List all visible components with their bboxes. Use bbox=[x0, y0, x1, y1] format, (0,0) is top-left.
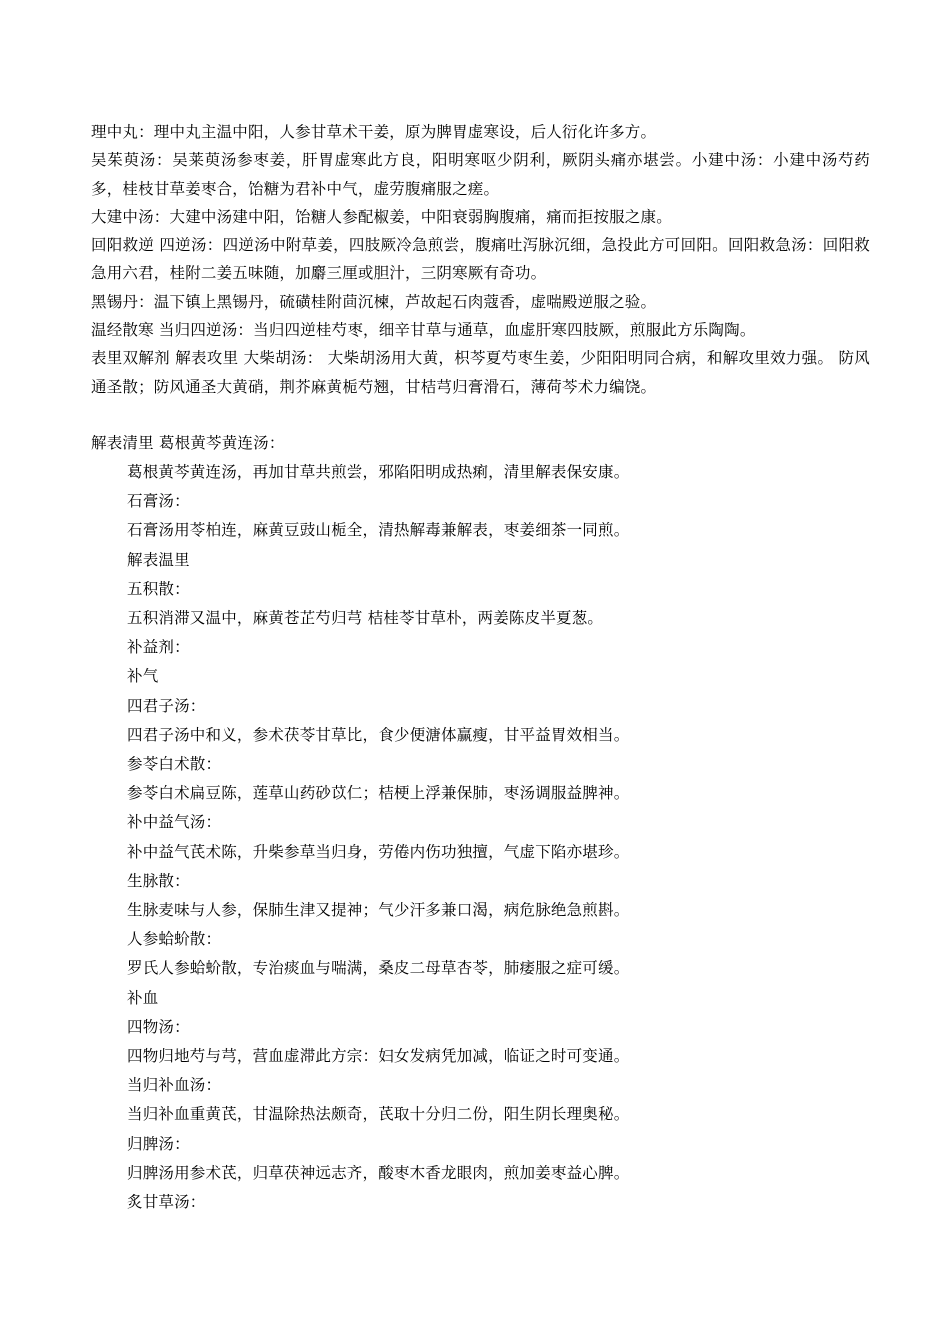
section-heading: 解表清里 葛根黄芩黄连汤： bbox=[91, 433, 285, 452]
text-line: 罗氏人参蛤蚧散，专治痰血与喘满，桑皮二母草杏苓，肺痿服之症可缓。 bbox=[127, 959, 630, 978]
text-line: 当归补血重黄芪，甘温除热法颇奇，芪取十分归二份，阳生阴长理奥秘。 bbox=[127, 1105, 630, 1124]
text-line: 葛根黄芩黄连汤，再加甘草共煎尝，邪陷阳明成热痢，清里解表保安康。 bbox=[127, 462, 630, 481]
text-line: 生脉麦味与人参，保肺生津又提神；气少汗多兼口渴，病危脉绝急煎斟。 bbox=[127, 901, 630, 920]
paragraph-sinitang: 回阳救逆 四逆汤：四逆汤中附草姜，四肢厥冷急煎尝，腹痛吐泻脉沉细，急投此方可回阳。回阳救急汤：回阳救急用六君，桂附二姜五味随，加麝三厘或胆汁，三阴寒厥有奇功。 bbox=[91, 236, 870, 283]
text-line: 当归补血汤： bbox=[127, 1076, 222, 1095]
text-line: 归脾汤用参术芪，归草茯神远志齐，酸枣木香龙眼肉，煎加姜枣益心脾。 bbox=[127, 1163, 630, 1182]
text-line: 四君子汤： bbox=[127, 696, 206, 715]
paragraph-heixidan: 黑锡丹：温下镇上黑锡丹，硫磺桂附茴沉楝，芦故起石肉蔻香，虚喘殿逆服之验。 bbox=[91, 292, 657, 311]
text-line: 石膏汤用苓柏连，麻黄豆豉山栀全，清热解毒兼解表，枣姜细茶一同煎。 bbox=[127, 521, 630, 540]
text-line: 五积散： bbox=[127, 579, 190, 598]
paragraph-dajianzhongtang: 大建中汤：大建中汤建中阳，饴糖人参配椒姜，中阳衰弱胸腹痛，痛而拒按服之康。 bbox=[91, 207, 672, 226]
text-line: 石膏汤： bbox=[127, 492, 190, 511]
paragraph-dangguisinitang: 温经散寒 当归四逆汤：当归四逆桂芍枣，细辛甘草与通草，血虚肝寒四肢厥，煎服此方乐陶陶。 bbox=[91, 321, 756, 340]
text-line: 四物归地芍与芎，营血虚滞此方宗：妇女发病凭加减，临证之时可变通。 bbox=[127, 1047, 630, 1066]
text-line: 补血 bbox=[127, 988, 159, 1007]
text-line: 补中益气汤： bbox=[127, 813, 222, 832]
text-line: 补益剂： bbox=[127, 638, 190, 657]
text-line: 参苓白术散： bbox=[127, 755, 222, 773]
spacer bbox=[91, 401, 870, 429]
text-line: 炙甘草汤： bbox=[127, 1193, 206, 1212]
text-line: 解表温里 bbox=[127, 550, 190, 569]
text-line: 补中益气芪术陈，升柴参草当归身，劳倦内伤功独擅，气虚下陷亦堪珍。 bbox=[127, 842, 630, 861]
text-line: 补气 bbox=[127, 667, 159, 686]
text-line: 归脾汤： bbox=[127, 1134, 190, 1153]
paragraph-wuzhuyutang: 吴茱萸汤：吴莱萸汤参枣姜，肝胃虚寒此方良，阳明寒呕少阴利，厥阴头痛亦堪尝。小建中汤：小建中汤芍药多，桂枝甘草姜枣合，饴糖为君补中气，虚劳腹痛服之瘥。 bbox=[91, 151, 870, 198]
text-line: 五积消滞又温中，麻黄苍芷芍归芎 桔桂苓甘草朴，两姜陈皮半夏葱。 bbox=[127, 608, 604, 627]
paragraph-lizhongwan: 理中丸：理中丸主温中阳，人参甘草术干姜，原为脾胃虚寒设，后人衍化许多方。 bbox=[91, 123, 657, 141]
paragraph-dachaihutang: 表里双解剂 解表攻里 大柴胡汤： 大柴胡汤用大黄，枳芩夏芍枣生姜，少阳阳明同合病，和解攻里效力强。 防风通圣散；防风通圣大黄硝，荆芥麻黄栀芍翘，甘桔芎归膏滑石，薄荷芩术力编饶。 bbox=[91, 349, 870, 396]
text-line: 生脉散： bbox=[127, 871, 190, 890]
text-line: 四君子汤中和义，参术茯苓甘草比，食少便溏体赢瘦，甘平益胃效相当。 bbox=[127, 725, 630, 744]
text-line: 人参蛤蚧散： bbox=[127, 930, 222, 949]
text-line: 四物汤： bbox=[127, 1017, 190, 1036]
text-line: 参苓白术扁豆陈，莲草山药砂苡仁；桔梗上浮兼保肺，枣汤调服益脾神。 bbox=[127, 784, 630, 803]
